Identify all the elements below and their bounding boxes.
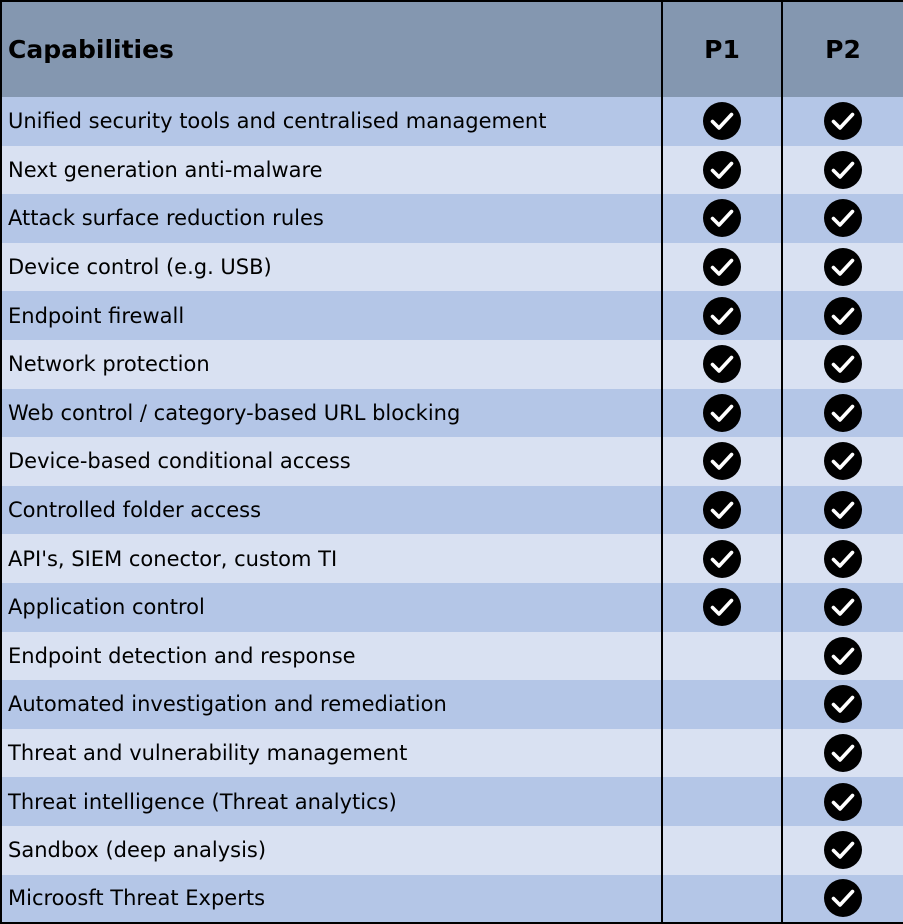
p1-cell [662, 534, 782, 583]
table-row [1, 729, 903, 778]
table-row [1, 486, 903, 535]
p1-cell [662, 729, 782, 778]
p1-cell [662, 826, 782, 875]
check-circle-icon [702, 539, 742, 579]
p1-cell [662, 97, 782, 146]
check-circle-icon [823, 587, 863, 627]
table-row [1, 97, 903, 146]
capability-label: Web control / category-based URL blocking [1, 389, 662, 438]
p2-cell [782, 486, 903, 535]
p2-cell [782, 583, 903, 632]
table-row [1, 583, 903, 632]
capability-label: Device control (e.g. USB) [1, 243, 662, 292]
check-circle-icon [823, 247, 863, 287]
p2-cell [782, 632, 903, 681]
p1-cell [662, 389, 782, 438]
table-row [1, 291, 903, 340]
p2-cell [782, 437, 903, 486]
table-row [1, 243, 903, 292]
capability-label: Automated investigation and remediation [1, 680, 662, 729]
p1-column-header: P1 [662, 1, 782, 97]
p1-cell [662, 583, 782, 632]
p1-cell [662, 680, 782, 729]
p1-cell [662, 777, 782, 826]
check-circle-icon [823, 344, 863, 384]
p2-cell [782, 97, 903, 146]
p2-cell [782, 243, 903, 292]
check-circle-icon [702, 150, 742, 190]
p1-cell [662, 243, 782, 292]
p1-cell [662, 632, 782, 681]
capability-label: Unified security tools and centralised management [1, 97, 662, 146]
capability-label: Threat intelligence (Threat analytics) [1, 777, 662, 826]
capability-label: Endpoint firewall [1, 291, 662, 340]
p1-cell [662, 486, 782, 535]
p2-cell [782, 826, 903, 875]
p2-cell [782, 680, 903, 729]
table-row [1, 777, 903, 826]
p1-cell [662, 340, 782, 389]
check-circle-icon [702, 198, 742, 238]
capability-label: Endpoint detection and response [1, 632, 662, 681]
check-circle-icon [702, 490, 742, 530]
check-circle-icon [823, 684, 863, 724]
p2-cell [782, 291, 903, 340]
check-circle-icon [823, 782, 863, 822]
capability-label: API's, SIEM conector, custom TI [1, 534, 662, 583]
check-circle-icon [702, 247, 742, 287]
check-circle-icon [823, 441, 863, 481]
capability-label: Threat and vulnerability management [1, 729, 662, 778]
table-row [1, 194, 903, 243]
p1-cell [662, 875, 782, 924]
p1-cell [662, 146, 782, 195]
capability-label: Network protection [1, 340, 662, 389]
table-row [1, 437, 903, 486]
capability-label: Attack surface reduction rules [1, 194, 662, 243]
p2-cell [782, 534, 903, 583]
capability-label: Microosft Threat Experts [1, 875, 662, 924]
check-circle-icon [823, 393, 863, 433]
table-row [1, 534, 903, 583]
check-circle-icon [823, 198, 863, 238]
check-circle-icon [702, 344, 742, 384]
p2-cell [782, 389, 903, 438]
table-row [1, 680, 903, 729]
capability-label: Controlled folder access [1, 486, 662, 535]
check-circle-icon [823, 150, 863, 190]
table-header [1, 1, 903, 97]
check-circle-icon [823, 830, 863, 870]
check-circle-icon [702, 101, 742, 141]
p2-cell [782, 340, 903, 389]
table-row [1, 389, 903, 438]
check-circle-icon [823, 733, 863, 773]
check-circle-icon [823, 101, 863, 141]
check-circle-icon [702, 587, 742, 627]
table-body [1, 97, 903, 923]
capabilities-column-header: Capabilities [1, 1, 662, 97]
header-row [1, 1, 903, 97]
capability-label: Device-based conditional access [1, 437, 662, 486]
p2-cell [782, 729, 903, 778]
p2-cell [782, 875, 903, 924]
p1-cell [662, 194, 782, 243]
p1-cell [662, 291, 782, 340]
table-row [1, 875, 903, 924]
check-circle-icon [823, 539, 863, 579]
check-circle-icon [823, 878, 863, 918]
p2-cell [782, 194, 903, 243]
table-row [1, 826, 903, 875]
p1-cell [662, 437, 782, 486]
p2-column-header: P2 [782, 1, 903, 97]
p2-cell [782, 146, 903, 195]
capability-label: Application control [1, 583, 662, 632]
check-circle-icon [823, 636, 863, 676]
check-circle-icon [702, 393, 742, 433]
capability-label: Sandbox (deep analysis) [1, 826, 662, 875]
check-circle-icon [823, 296, 863, 336]
table-row [1, 632, 903, 681]
check-circle-icon [823, 490, 863, 530]
table-row [1, 340, 903, 389]
table-row [1, 146, 903, 195]
p2-cell [782, 777, 903, 826]
check-circle-icon [702, 441, 742, 481]
check-circle-icon [702, 296, 742, 336]
capability-label: Next generation anti-malware [1, 146, 662, 195]
